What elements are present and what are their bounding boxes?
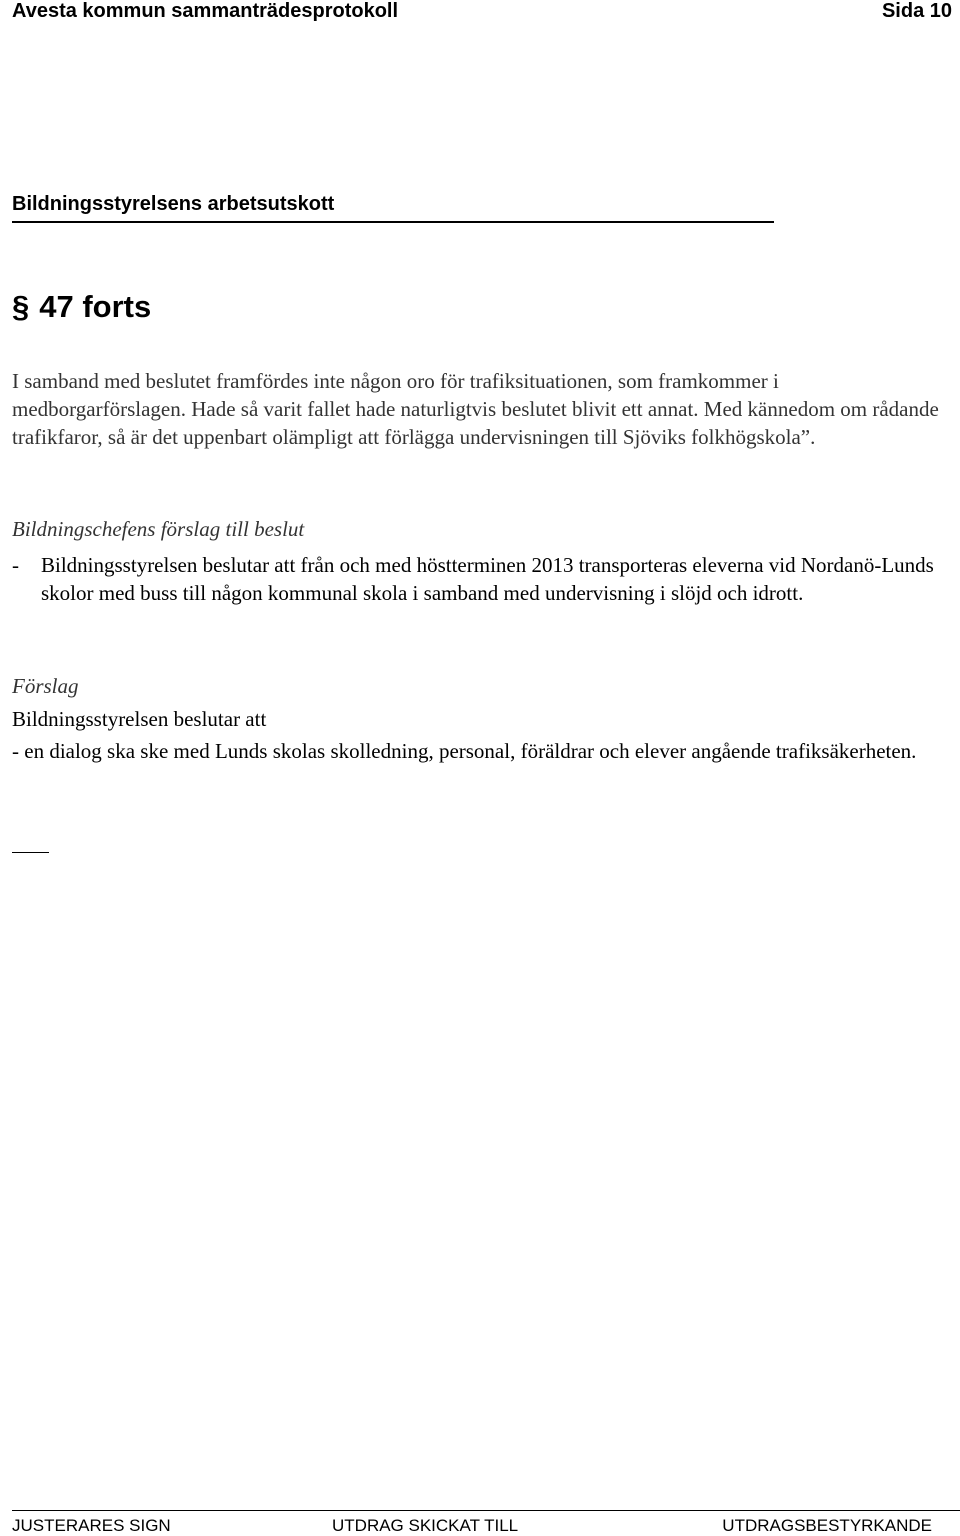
committee-underline [12, 221, 774, 223]
footer-sign: JUSTERARES SIGN [12, 1516, 171, 1535]
page-header [12, 0, 952, 26]
footer-certifier: UTDRAGSBESTYRKANDE [722, 1516, 932, 1535]
intro-paragraph: I samband med beslutet framfördes inte någon oro för trafiksituationen, som framkommer i medborgarförslagen. Hade så varit fallet hade naturligtvis beslutet blivit ett annat. Med kännedom om rådande trafikfaror, så är det uppenbart olämpligt att förlägga undervisningen till Sjöviks folkhögskola”. [12, 369, 939, 449]
proposal-heading: Förslag [12, 674, 79, 698]
proposal-lead: Bildningsstyrelsen beslutar att [12, 707, 267, 731]
section-heading [12, 289, 151, 325]
section-symbol: § [12, 289, 30, 324]
document-title: Avesta kommun sammanträdesprotokoll [12, 0, 399, 22]
proposal-item: - en dialog ska ske med Lunds skolas skolledning, personal, föräldrar och elever angående trafiksäkerheten. [12, 739, 917, 763]
chief-proposal-text: Bildningsstyrelsen beslutar att från och med höstterminen 2013 transporteras eleverna vid Nordanö-Lunds skolor med buss till någon kommunal skola i samband med undervisning i slöjd och idrott. [41, 553, 934, 605]
section-label: 47 forts [39, 289, 152, 324]
page-number: Sida 10 [881, 0, 952, 22]
committee-heading: Bildningsstyrelsens arbetsutskott [12, 193, 335, 215]
footer-sent-to: UTDRAG SKICKAT TILL [332, 1516, 519, 1535]
list-dash: - [12, 553, 19, 577]
page-footer [12, 1516, 932, 1536]
chief-proposal-item [12, 551, 942, 607]
footer-rule [12, 1510, 960, 1511]
chief-proposal-heading: Bildningschefens förslag till beslut [12, 517, 305, 541]
end-marker-rule [12, 852, 49, 853]
